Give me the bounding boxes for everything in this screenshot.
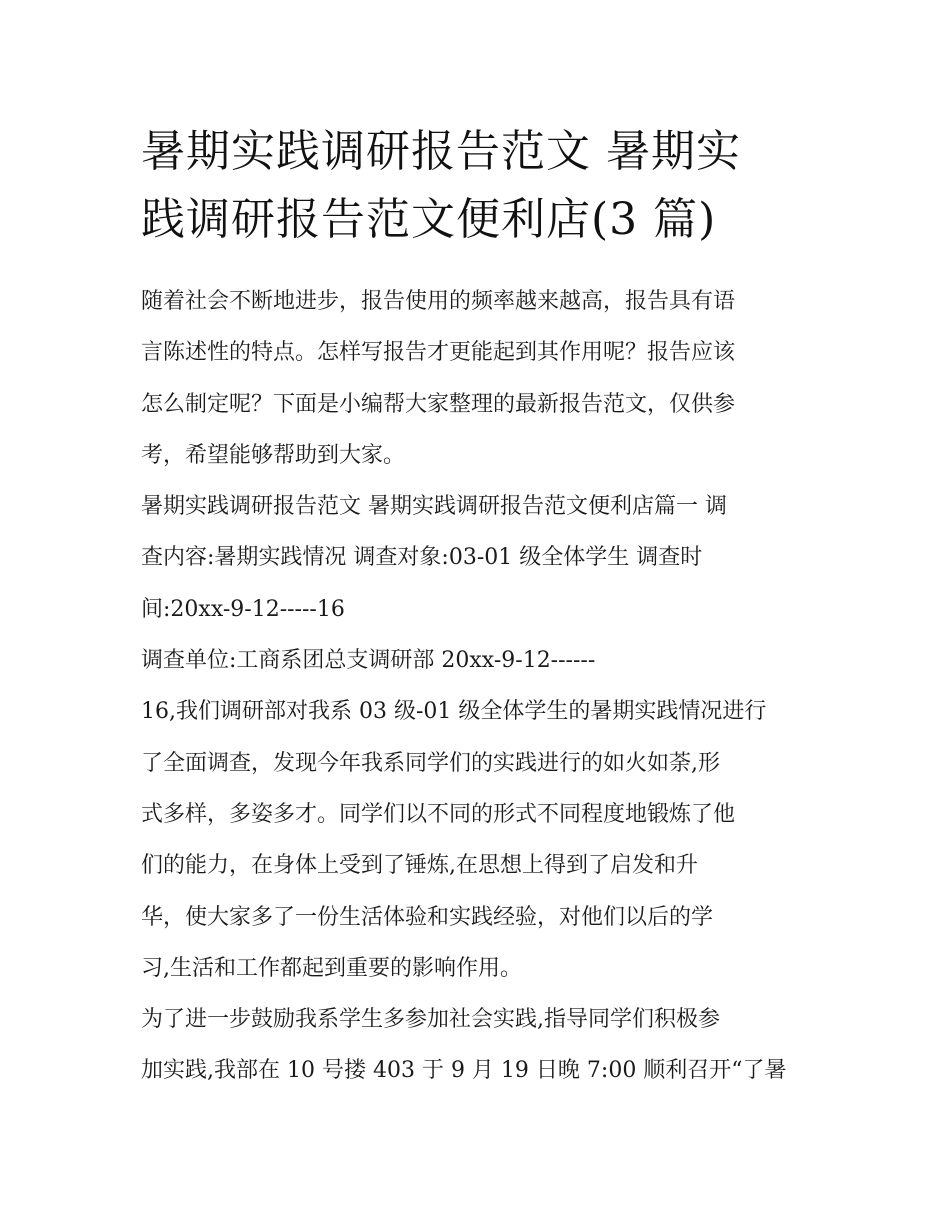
body-line: 式多样，多姿多才。同学们以不同的形式不同程度地锻炼了他 [141, 801, 736, 827]
body-line: 加实践,我部在 10 号搂 403 于 9 月 19 日晚 7:00 顺利召开“了暑 [141, 1058, 787, 1084]
body-line: 调查单位:工商系团总支调研部 20xx-9-12------ [141, 648, 596, 674]
body-line: 为了进一步鼓励我系学生多参加社会实践,指导同学们积极参 [141, 1007, 720, 1033]
body-line: 考，希望能够帮助到大家。 [141, 442, 406, 468]
document-title [141, 118, 821, 254]
title-line-2: 践调研报告范文便利店(3 篇) [141, 194, 717, 245]
body-line: 间:20xx-9-12-----16 [141, 596, 345, 622]
body-line: 华，使大家多了一份生活体验和实践经验，对他们以后的学 [141, 904, 714, 930]
document-body [141, 282, 816, 1103]
body-line: 查内容:暑期实践情况 调查对象:03-01 级全体学生 调查时 [141, 545, 703, 571]
body-line: 们的能力，在身体上受到了锤炼,在思想上得到了启发和升 [141, 853, 698, 879]
body-line: 习,生活和工作都起到重要的影响作用。 [141, 955, 522, 981]
title-line-1: 暑期实践调研报告范文 暑期实 [141, 126, 741, 177]
body-line: 怎么制定呢？下面是小编帮大家整理的最新报告范文，仅供参 [141, 391, 736, 417]
body-line: 言陈述性的特点。怎样写报告才更能起到其作用呢？报告应该 [141, 340, 736, 366]
body-line: 了全面调查，发现今年我系同学们的实践进行的如火如荼,形 [141, 750, 720, 776]
body-line: 随着社会不断地进步，报告使用的频率越来越高，报告具有语 [141, 289, 736, 314]
body-line: 暑期实践调研报告范文 暑期实践调研报告范文便利店篇一 调 [141, 494, 727, 520]
body-line: 16,我们调研部对我系 03 级-01 级全体学生的暑期实践情况进行 [141, 699, 767, 725]
